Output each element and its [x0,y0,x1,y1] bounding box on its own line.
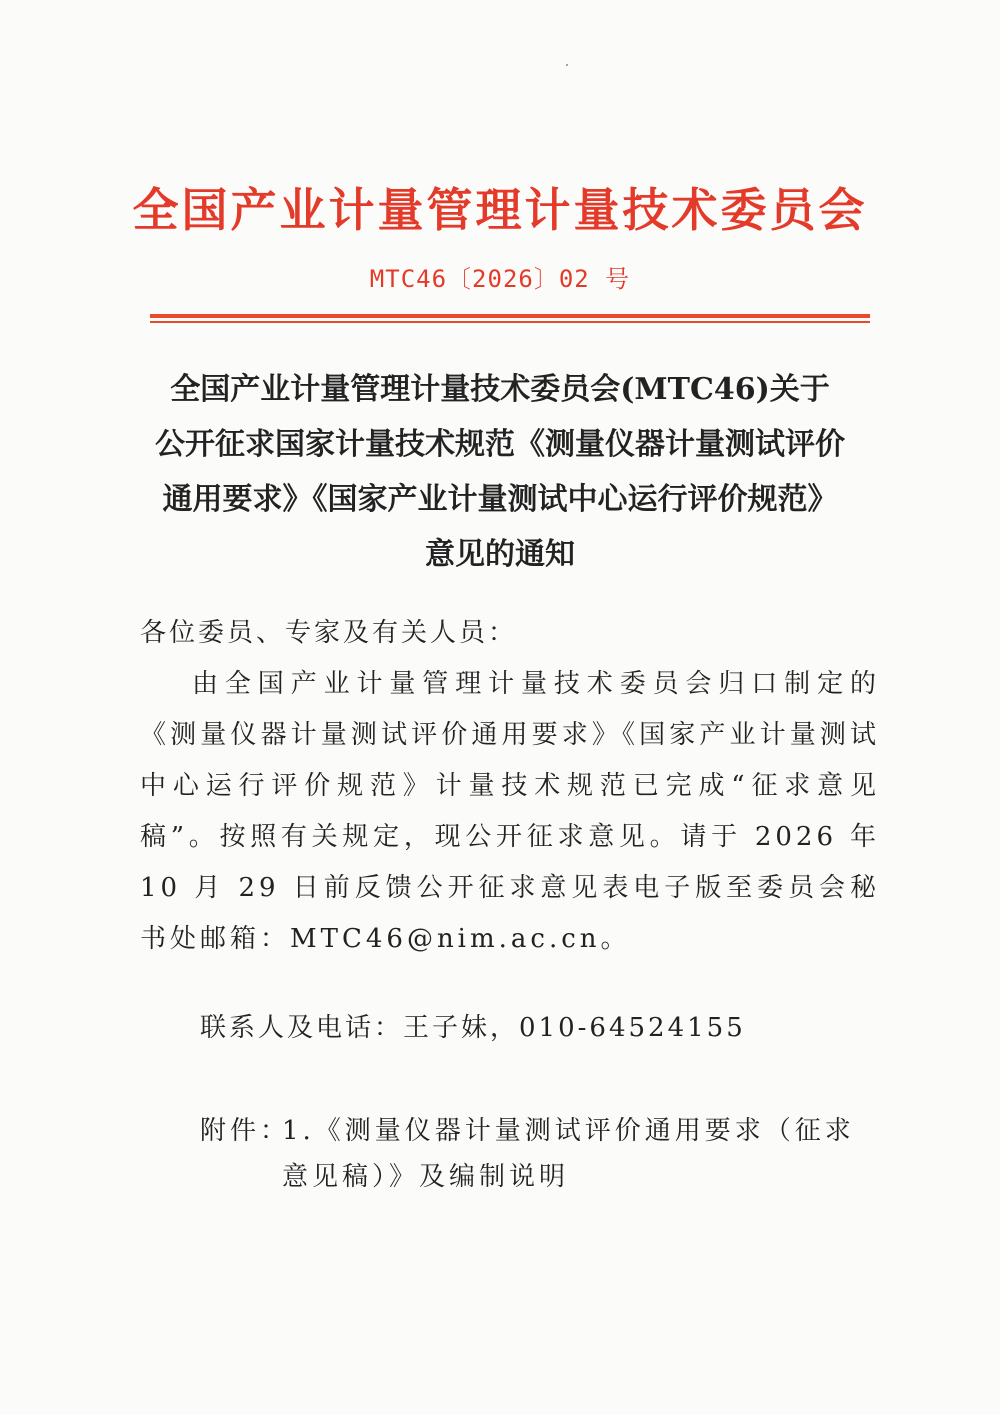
notice-title [100,362,900,582]
document-number: MTC46〔2026〕02 号 [369,265,631,293]
attachment-item: 1.《测量仪器计量测试评价通用要求（征求意见稿）》及编制说明 [282,1116,855,1192]
red-divider-thick [150,314,870,318]
red-divider-thin [150,321,870,323]
notice-body [140,608,880,965]
title-line: 公开征求国家计量技术规范《测量仪器计量测试评价 [155,427,845,462]
title-line: 全国产业计量管理计量技术委员会(MTC46)关于 [170,372,830,407]
salutation: 各位委员、专家及有关人员： [140,618,518,648]
attachment-label: 附件： [200,1116,291,1146]
title-line: 意见的通知 [425,537,575,572]
title-line: 通用要求》《国家产业计量测试中心运行评价规范》 [162,482,838,517]
organization-header: 全国产业计量管理计量技术委员会 [132,183,868,237]
scan-speck [566,64,568,66]
body-paragraph: 由全国产业计量管理计量技术委员会归口制定的《测量仪器计量测试评价通用要求》《国家产业计量测试中心运行评价规范》计量技术规范已完成“征求意见稿”。按照有关规定，现公开征求意见。请于 2026 年 10 月 29 日前反馈公开征求意见表电子版至委员会秘书处邮箱：MTC46@nim.ac.cn。 [140,669,880,954]
contact-info: 联系人及电话：王子妹，010-64524155 [200,1013,746,1043]
